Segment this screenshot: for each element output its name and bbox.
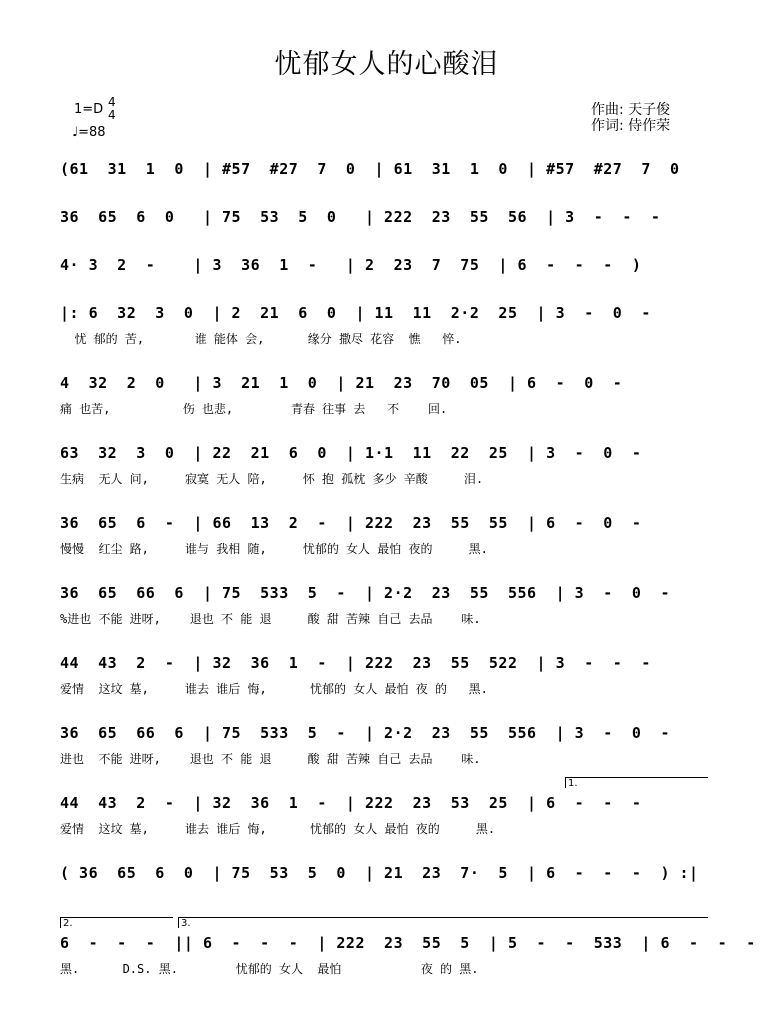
score-row-8 <box>60 584 715 654</box>
volta-1: 1. <box>565 777 708 788</box>
lyrics-line: 生病 无人 问, 寂寞 无人 陪, 怀 抱 孤枕 多少 辛酸 泪. <box>60 472 484 486</box>
lyrics-line: 爱情 这坟 墓, 谁去 谁后 悔, 忧郁的 女人 最怕 夜的 黑. <box>60 822 496 836</box>
notes-line: 36 65 66 6 | 75 533 5 - | 2·2 23 55 556 | 3 - 0 - <box>60 724 670 742</box>
notes-line: 4 32 2 0 | 3 21 1 0 | 21 23 70 05 | 6 - 0 - <box>60 374 623 392</box>
score-row-5 <box>60 374 715 444</box>
lyricist-credit: 作词: 侍作荣 <box>591 118 671 134</box>
time-signature <box>108 96 116 122</box>
key-signature: 1=D <box>74 102 104 117</box>
volta-3: 3. <box>178 917 708 928</box>
lyrics-line: 慢慢 红尘 路, 谁与 我相 随, 忧郁的 女人 最怕 夜的 黑. <box>60 542 488 556</box>
notes-line: 36 65 66 6 | 75 533 5 - | 2·2 23 55 556 | 3 - 0 - <box>60 584 670 602</box>
notes-line: 4· 3 2 - | 3 36 1 - | 2 23 7 75 | 6 - - - ) <box>60 256 642 274</box>
notes-line: (61 31 1 0 | #57 #27 7 0 | 61 31 1 0 | #57 #27 7 0 <box>60 160 680 178</box>
notes-line: 36 65 6 - | 66 13 2 - | 222 23 55 55 | 6 - 0 - <box>60 514 642 532</box>
score-row-13 <box>60 934 756 1004</box>
score-row-6 <box>60 444 715 514</box>
composer-credit: 作曲: 天子俊 <box>591 102 671 118</box>
score-row-11 <box>60 794 715 864</box>
notes-line: 36 65 6 0 | 75 53 5 0 | 222 23 55 56 | 3 - - - <box>60 208 661 226</box>
song-title: 忧郁女人的心酸泪 <box>274 49 499 80</box>
lyrics-line: 进也 不能 进呀, 退也 不 能 退 酸 甜 苦辣 自己 去品 味. <box>60 752 481 766</box>
score-row-7 <box>60 514 715 584</box>
time-signature-top: 4 <box>108 95 116 109</box>
notes-line: 63 32 3 0 | 22 21 6 0 | 1·1 11 22 25 | 3 - 0 - <box>60 444 642 462</box>
credits <box>591 102 670 134</box>
lyrics-line: 爱情 这坟 墓, 谁去 谁后 悔, 忧郁的 女人 最怕 夜 的 黑. <box>60 682 488 696</box>
lyrics-line: 忧 郁的 苦, 谁 能体 会, 缘分 撒尽 花容 憔 悴. <box>60 332 462 346</box>
lyrics-line: 黑. D.S. 黑. 忧郁的 女人 最怕 夜 的 黑. <box>60 962 479 976</box>
tempo-mark: ♩=88 <box>72 125 106 140</box>
notes-line: ( 36 65 6 0 | 75 53 5 0 | 21 23 7· 5 | 6 - - - ) :| <box>60 864 699 882</box>
time-signature-bottom: 4 <box>108 108 116 122</box>
notes-line: 44 43 2 - | 32 36 1 - | 222 23 55 522 | 3 - - - <box>60 654 651 672</box>
notes-line: 44 43 2 - | 32 36 1 - | 222 23 53 25 | 6 - - - <box>60 794 642 812</box>
lyrics-line: 痛 也苦, 伤 也悲, 青春 往事 去 不 回. <box>60 402 448 416</box>
volta-2: 2. <box>60 917 173 928</box>
lyrics-line: %进也 不能 进呀, 退也 不 能 退 酸 甜 苦辣 自己 去品 味. <box>60 612 481 626</box>
score-row-9 <box>60 654 715 724</box>
notes-line: |: 6 32 3 0 | 2 21 6 0 | 11 11 2·2 25 | 3 - 0 - <box>60 304 651 322</box>
score-row-4 <box>60 304 715 374</box>
notes-line: 6 - - - || 6 - - - | 222 23 55 5 | 5 - - 533 | 6 - - - <box>60 934 756 952</box>
